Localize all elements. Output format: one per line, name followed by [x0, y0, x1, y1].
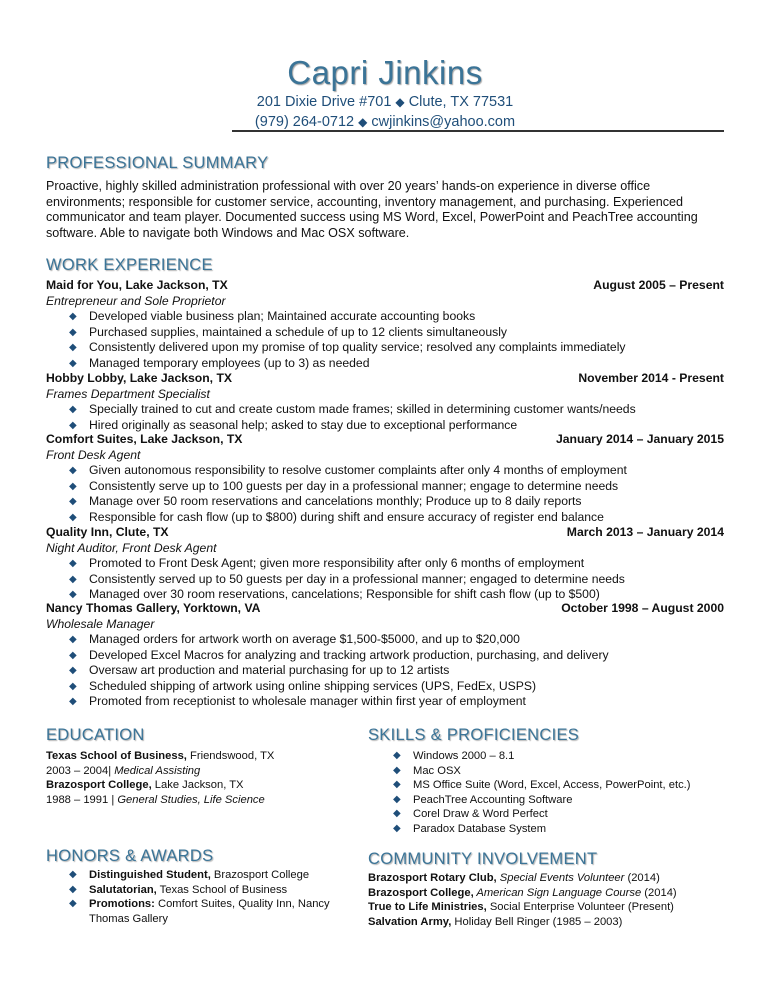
job-entry: [46, 525, 724, 603]
job-bullet: ◆ Specially trained to cut and create custom made frames; skilled in determining customer wants/needs: [69, 402, 636, 416]
honors-list: [46, 868, 346, 926]
diamond-bullet-icon: ◆: [69, 665, 77, 676]
job-bullet: ◆ Developed Excel Macros for analyzing and tracking artwork production, purchasing, and delivery: [69, 647, 609, 662]
diamond-bullet-icon: ◆: [393, 808, 401, 819]
job-entry: [46, 601, 724, 710]
diamond-bullet-icon: ◆: [69, 511, 77, 523]
education-heading: EDUCATION: [46, 726, 145, 744]
job-employer: Maid for You, Lake Jackson, TX: [46, 278, 228, 292]
job-employer: Quality Inn, Clute, TX: [46, 525, 169, 539]
honors-heading: HONORS & AWARDS: [46, 847, 214, 865]
honor-item: ◆ Salutatorian, Texas School of Business: [69, 883, 288, 896]
skill-item: ◆ PeachTree Accounting Software: [393, 793, 573, 806]
diamond-bullet-icon: ◆: [69, 496, 77, 507]
job-bullet: ◆ Purchased supplies, maintained a schedule of up to 12 clients simultaneously: [69, 324, 508, 339]
skill-item: ◆ Windows 2000 – 8.1: [393, 750, 515, 762]
job-bullet: ◆ Managed over 30 room reservations, cancelations; Responsible for shift cash flow (up to $500): [69, 587, 600, 601]
diamond-bullet-icon: ◆: [393, 793, 401, 805]
diamond-bullet-icon: ◆: [69, 883, 77, 895]
header-divider: [232, 130, 724, 132]
diamond-bullet-icon: ◆: [69, 558, 77, 569]
summary-heading: PROFESSIONAL SUMMARY: [46, 154, 269, 172]
skill-item: ◆ Paradox Database System: [393, 822, 547, 835]
job-employer: Nancy Thomas Gallery, Yorktown, VA: [46, 601, 261, 615]
job-bullet: ◆ Managed orders for artwork worth on average $1,500-$5000, and up to $20,000: [69, 632, 520, 646]
diamond-bullet-icon: ◆: [393, 764, 401, 776]
diamond-bullet-icon: ◆: [69, 404, 77, 415]
diamond-bullet-icon: ◆: [69, 634, 77, 645]
community-heading: COMMUNITY INVOLVEMENT: [368, 850, 598, 868]
diamond-bullet-icon: ◆: [69, 342, 77, 353]
job-bullet: ◆ Oversaw art production and material purchasing for up to 12 artists: [69, 663, 450, 677]
diamond-bullet-icon: ◆: [69, 419, 77, 431]
skill-item: ◆ Mac OSX: [393, 764, 461, 777]
email-address: cwjinkins@yahoo.com: [371, 114, 516, 130]
phone-number: (979) 264-0712: [254, 114, 355, 130]
job-bullet: ◆ Consistently serve up to 100 guests per day in a professional manner; engage to determine needs: [69, 478, 619, 493]
diamond-separator-icon: ◆: [395, 95, 405, 109]
diamond-bullet-icon: ◆: [69, 696, 77, 707]
job-employer: Comfort Suites, Lake Jackson, TX: [46, 432, 243, 446]
diamond-bullet-icon: ◆: [393, 822, 401, 834]
job-bullet: ◆ Manage over 50 room reservations and cancelations monthly; Produce up to 8 daily reports: [69, 494, 582, 508]
job-employer: Hobby Lobby, Lake Jackson, TX: [46, 371, 233, 385]
diamond-bullet-icon: ◆: [393, 750, 401, 761]
job-bullet: ◆ Developed viable business plan; Maintained accurate accounting books: [69, 309, 476, 323]
community-item: Brazosport College, American Sign Language Course (2014): [368, 886, 677, 899]
job-dates: October 1998 – August 2000: [561, 601, 724, 615]
community-item: Salvation Army, Holiday Bell Ringer (1985 – 2003): [368, 915, 623, 928]
honor-item: ◆ Promotions: Comfort Suites, Quality Inn, Nancy Thomas Gallery: [69, 898, 330, 925]
job-bullet: ◆ Managed temporary employees (up to 3) as needed: [69, 355, 370, 370]
job-bullet: ◆ Consistently served up to 50 guests per day in a professional manner; engaged to determine needs: [69, 571, 625, 586]
honor-item: ◆ Distinguished Student, Brazosport College: [69, 869, 310, 881]
summary-text: Proactive, highly skilled administration professional with over 20 years’ hands-on experience in diverse office environments; responsible for customer service, accounting, inventory management, and purchasing. Experienced communicator and team player. Documented success using MS Word, Excel, PowerPoint and PeachTree accounting software. Able to navigate both Windows and Mac OSX software.: [46, 179, 698, 240]
diamond-bullet-icon: ◆: [69, 869, 77, 880]
education-program-line: 2003 – 2004| Medical Assisting: [46, 764, 201, 777]
education-school-line: Brazosport College, Lake Jackson, TX: [46, 779, 244, 791]
community-list: [368, 871, 738, 929]
education-list: [46, 749, 346, 807]
job-role: Night Auditor, Front Desk Agent: [46, 540, 217, 555]
work-heading: WORK EXPERIENCE: [46, 256, 213, 274]
job-role: Entrepreneur and Sole Proprietor: [46, 293, 226, 308]
resume-header: [200, 54, 570, 132]
job-dates: August 2005 – Present: [593, 278, 724, 292]
diamond-bullet-icon: ◆: [69, 680, 77, 692]
skill-item: ◆ MS Office Suite (Word, Excel, Access, PowerPoint, etc.): [393, 779, 691, 791]
job-dates: November 2014 - Present: [578, 371, 724, 385]
diamond-bullet-icon: ◆: [69, 649, 77, 661]
diamond-bullet-icon: ◆: [69, 311, 77, 322]
city-state-zip: Clute, TX 77531: [408, 94, 514, 110]
job-bullet: ◆ Promoted from receptionist to wholesale manager within first year of employment: [69, 694, 526, 708]
phone-email-line: [200, 112, 570, 132]
job-role: Wholesale Manager: [46, 616, 155, 631]
job-entry: [46, 371, 724, 433]
street-address: 201 Dixie Drive #701: [256, 94, 392, 110]
skill-item: ◆ Corel Draw & Word Perfect: [393, 808, 548, 820]
job-bullet: ◆ Responsible for cash flow (up to $800) during shift and ensure accuracy of register end balance: [69, 509, 604, 524]
diamond-bullet-icon: ◆: [69, 326, 77, 338]
community-item: Brazosport Rotary Club, Special Events Volunteer (2014): [368, 872, 660, 884]
job-bullet: ◆ Scheduled shipping of artwork using online shipping services (UPS, FedEx, USPS): [69, 678, 537, 693]
diamond-bullet-icon: ◆: [69, 465, 77, 476]
job-entry: [46, 432, 724, 525]
job-bullet: ◆ Consistently delivered upon my promise of top quality service; resolved any complaints immediately: [69, 340, 626, 354]
job-entry: [46, 278, 724, 371]
diamond-separator-icon: ◆: [358, 115, 368, 129]
diamond-bullet-icon: ◆: [69, 898, 77, 909]
job-role: Front Desk Agent: [46, 447, 141, 462]
community-item: True to Life Ministries, Social Enterprise Volunteer (Present): [368, 901, 674, 913]
diamond-bullet-icon: ◆: [69, 357, 77, 369]
diamond-bullet-icon: ◆: [69, 480, 77, 492]
skills-heading: SKILLS & PROFICIENCIES: [368, 726, 580, 744]
diamond-bullet-icon: ◆: [69, 573, 77, 585]
diamond-bullet-icon: ◆: [393, 779, 401, 790]
education-school-line: Texas School of Business, Friendswood, TX: [46, 750, 275, 762]
job-bullet: ◆ Given autonomous responsibility to resolve customer complaints after only 4 months of employment: [69, 463, 627, 477]
diamond-bullet-icon: ◆: [69, 589, 77, 600]
education-program-line: 1988 – 1991 | General Studies, Life Science: [46, 793, 265, 806]
job-dates: January 2014 – January 2015: [555, 432, 724, 446]
address-line: [200, 92, 570, 112]
job-bullet: ◆ Hired originally as seasonal help; asked to stay due to exceptional performance: [69, 417, 518, 432]
job-bullet: ◆ Promoted to Front Desk Agent; given more responsibility after only 6 months of employment: [69, 556, 585, 570]
candidate-name: Capri Jinkins: [287, 54, 483, 91]
job-role: Frames Department Specialist: [46, 386, 210, 401]
skills-list: [370, 749, 730, 836]
job-dates: March 2013 – January 2014: [566, 525, 724, 539]
